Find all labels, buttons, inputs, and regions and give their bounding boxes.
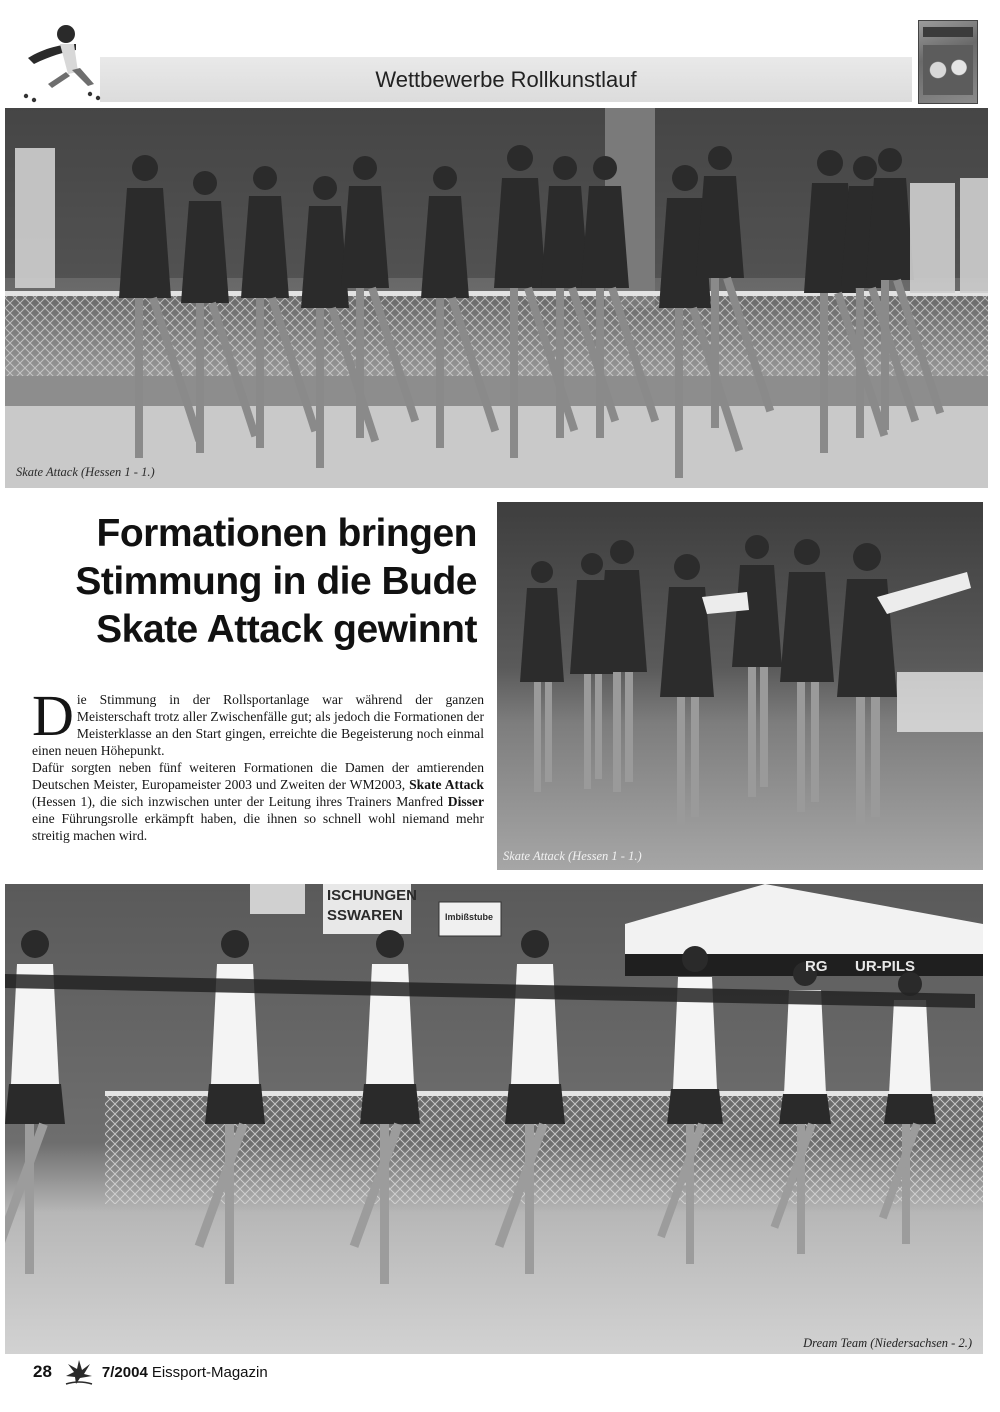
caption-middle-photo: Skate Attack (Hessen 1 - 1.) (503, 849, 642, 863)
headline-line-3: Skate Attack gewinnt (96, 608, 477, 651)
sign-text-4: RG (805, 958, 828, 975)
sign-text-3: Imbißstube (445, 912, 494, 922)
page-number: 28 (33, 1362, 52, 1381)
magazine-cover-thumbnail (918, 20, 978, 104)
photo-dream-team-bottom (5, 884, 983, 1354)
paragraph-1-text: ie Stimmung in der Rollsportanlage war während der ganzen Meisterschaft trotz aller Zwischenfälle gut; als jedoch die Formationen der Meisterklasse an den Start gingen, erreichte die Begeisterung noch einmal einen neuen Höhepunkt. (32, 692, 484, 758)
headline-line-1: Formationen bringen (96, 512, 477, 555)
paragraph-1 (32, 683, 484, 759)
caption-bottom-photo: Dream Team (Niedersachsen - 2.) (803, 1336, 972, 1350)
ice-skater-logo-icon (62, 1358, 96, 1386)
page-footer (33, 1358, 268, 1386)
headline-line-2: Stimmung in die Bude (75, 560, 477, 603)
drop-cap: D (32, 683, 74, 748)
sign-text-1: ISCHUNGEN (327, 887, 418, 904)
headline (30, 510, 477, 654)
skater-icon (14, 14, 106, 106)
magazine-name: Eissport-Magazin (151, 1363, 268, 1381)
trainer-name-bold: Disser (447, 794, 484, 809)
sign-text-5: UR-PILS (855, 958, 915, 975)
caption-top-photo: Skate Attack (Hessen 1 - 1.) (16, 465, 155, 479)
photo-skate-attack-middle (497, 502, 983, 870)
photo-skate-attack-top (5, 108, 988, 488)
article-body (32, 683, 484, 844)
paragraph-2-text-a: Dafür sorgten neben fünf weiteren Formationen die Damen der amtierenden Deutschen Meister, Europameister 2003 und Zweiten der WM2003, (32, 760, 484, 792)
team-name-bold: Skate Attack (409, 777, 484, 792)
section-title: Wettbewerbe Rollkunstlauf (375, 67, 637, 92)
paragraph-2-text-b: (Hessen 1), die sich inzwischen unter der Leitung ihres Trainers Manfred (32, 794, 448, 809)
paragraph-2-text-c: eine Führungsrolle erkämpft haben, die ihnen so schnell wohl niemand mehr streitig machen wird. (32, 811, 484, 843)
paragraph-2 (32, 759, 484, 844)
issue-number: 7/2004 (101, 1363, 148, 1381)
sign-text-2: SSWAREN (327, 907, 403, 924)
